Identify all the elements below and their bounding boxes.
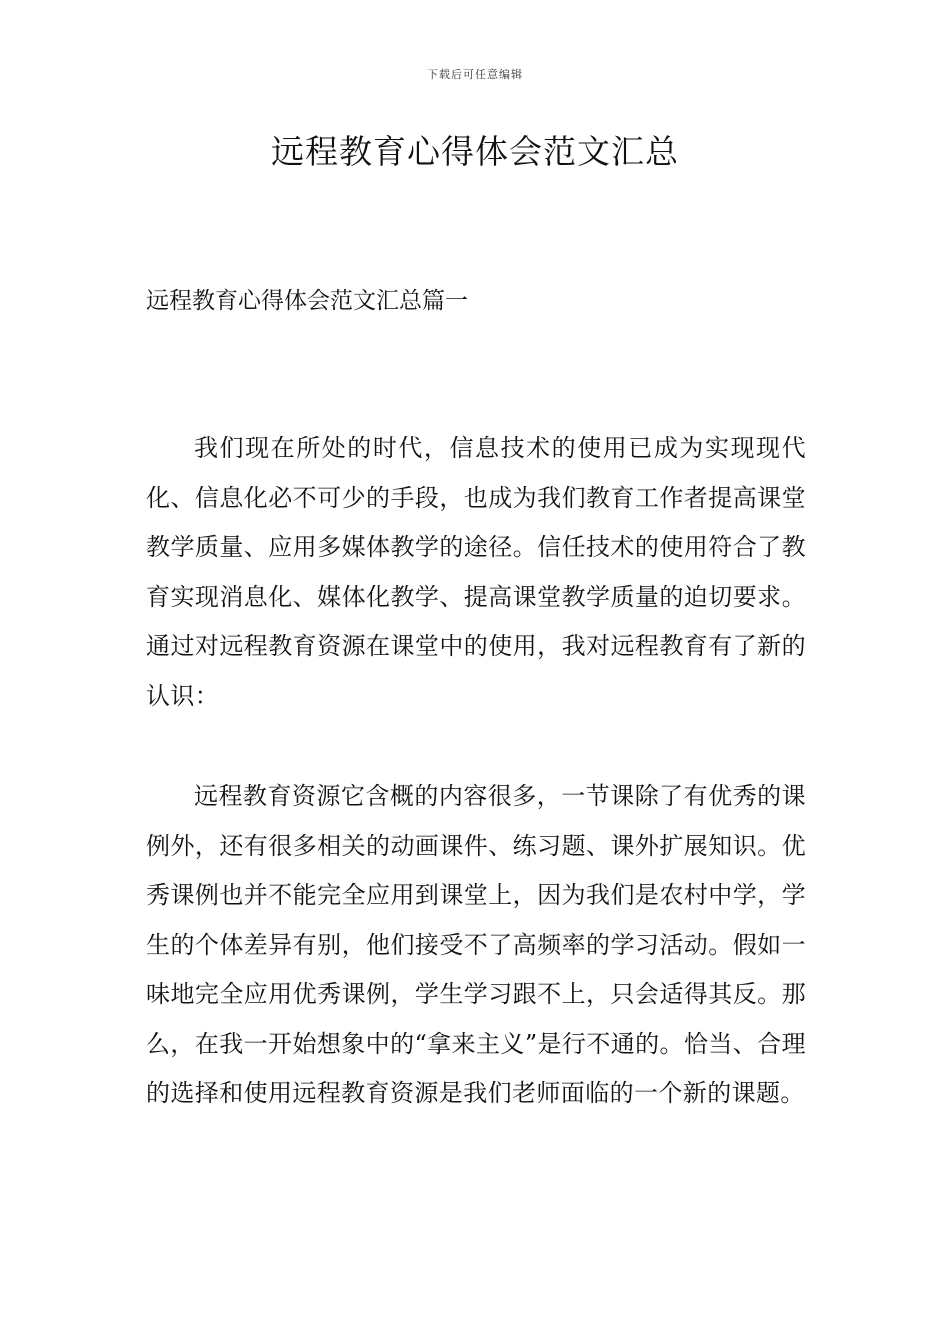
header-note: 下载后可任意编辑 xyxy=(427,68,523,81)
body-paragraph: 我们现在所处的时代，信息技术的使用已成为实现现代化、信息化必不可少的手段，也成为我们教育工作者提高课堂教学质量、应用多媒体教学的途径。信任技术的使用符合了教育实现消息化、媒体化教学、提高课堂教学质量的迫切要求。通过对远程教育资源在课堂中的使用，我对远程教育有了新的认识： xyxy=(146,434,806,710)
document-title: 远程教育心得体会范文汇总 xyxy=(271,132,679,171)
body-paragraph: 远程教育资源它含概的内容很多，一节课除了有优秀的课例外，还有很多相关的动画课件、练习题、课外扩展知识。优秀课例也并不能完全应用到课堂上，因为我们是农村中学，学生的个体差异有别，他们接受不了高频率的学习活动。假如一味地完全应用优秀课例，学生学习跟不上，只会适得其反。那么，在我一开始想象中的“拿来主义”是行不通的。恰当、合理的选择和使用远程教育资源是我们老师面临的一个新的课题。 xyxy=(146,782,806,1107)
section-heading: 远程教育心得体会范文汇总篇一 xyxy=(146,288,468,314)
